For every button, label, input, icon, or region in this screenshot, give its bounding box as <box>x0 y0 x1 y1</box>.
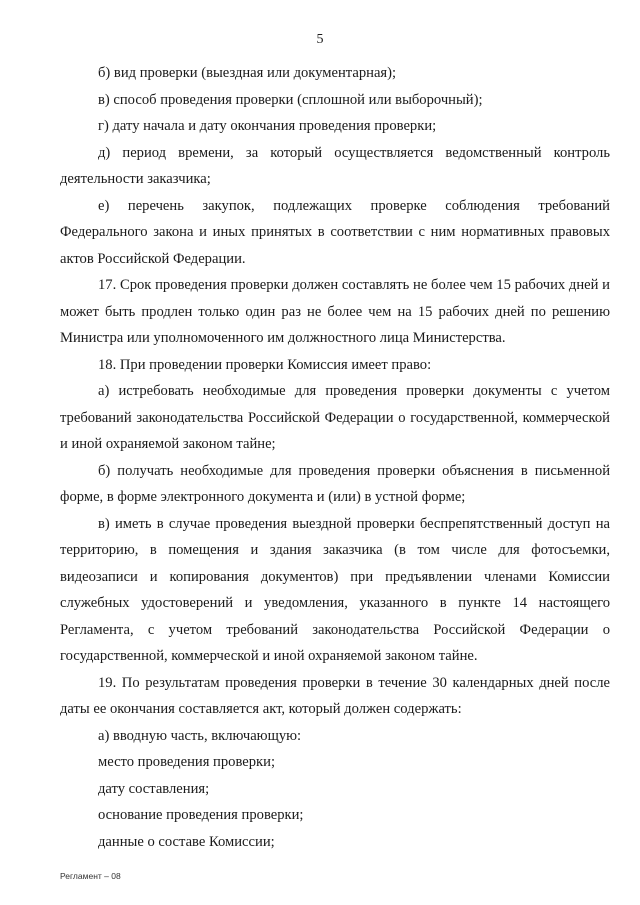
footer-document-code: Регламент – 08 <box>60 871 121 881</box>
paragraph-18a-request-documents: а) истребовать необходимые для проведения проверки документы с учетом требований законодательства Российской Федерации о государственной, коммерческой и иной охраняемой законом тайне; <box>60 383 610 452</box>
list-item-place: место проведения проверки; <box>98 754 275 770</box>
paragraph-b-inspection-type: б) вид проверки (выездная или документарная); <box>98 65 397 81</box>
paragraph-18-commission-rights: 18. При проведении проверки Комиссия имеет право: <box>98 356 432 373</box>
paragraph-d-time-period: д) период времени, за который осуществляется ведомственный контроль деятельности заказчика; <box>60 144 610 187</box>
paragraph-18v-site-access: в) иметь в случае проведения выездной проверки беспрепятственный доступ на территорию, в помещения и здания заказчика (в том числе для фотосъемки, видеозаписи и копирования документов) при предъявлении членами Комиссии служебных удостоверений и уведомления, указанного в пункте 14 настоящего Регламента, с учетом требований законодательства Российской Федерации о государственной, коммерческой и иной охраняемой законом тайне. <box>60 515 610 664</box>
list-item-commission-composition: данные о составе Комиссии; <box>98 833 275 850</box>
paragraph-e-procurement-list: е) перечень закупок, подлежащих проверке соблюдения требований Федерального закона и иных принятых в соответствии с ним нормативных правовых актов Российской Федерации. <box>60 197 610 267</box>
paragraph-18b-obtain-explanations: б) получать необходимые для проведения проверки объяснения в письменной форме, в форме электронного документа и (или) в устной форме; <box>60 462 610 505</box>
page-number: 5 <box>316 32 324 47</box>
list-item-basis: основание проведения проверки; <box>98 807 304 823</box>
list-item-date: дату составления; <box>98 780 210 797</box>
paragraph-19a-introductory-part: а) вводную часть, включающую: <box>98 727 302 744</box>
paragraph-g-inspection-dates: г) дату начала и дату окончания проведения проверки; <box>98 118 437 134</box>
paragraph-17-inspection-term: 17. Срок проведения проверки должен составлять не более чем 15 рабочих дней и может быть продлен только один раз не более чем на 15 рабочих дней по решению Министра или уполномоченного им должностного лица Министерства. <box>60 277 610 346</box>
paragraph-19-inspection-act: 19. По результатам проведения проверки в течение 30 календарных дней после даты ее окончания составляется акт, который должен содержать: <box>60 674 610 717</box>
document-body <box>60 60 610 855</box>
paragraph-v-inspection-method: в) способ проведения проверки (сплошной или выборочный); <box>98 91 483 108</box>
